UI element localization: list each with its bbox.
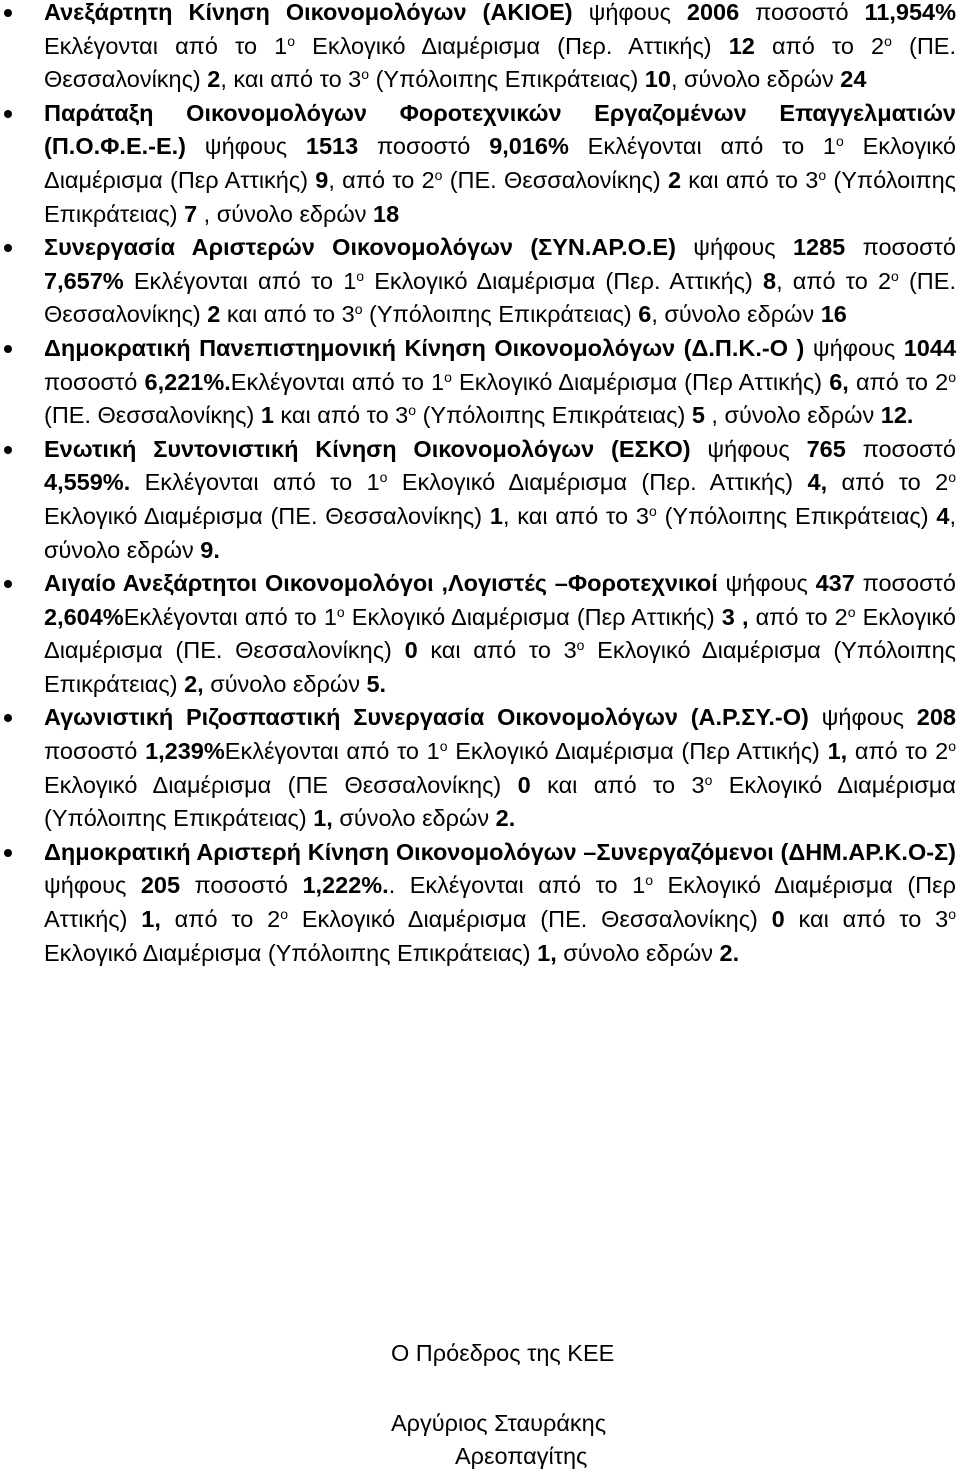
- seats-total: 18: [373, 200, 400, 227]
- seats-rest: 4: [936, 502, 950, 529]
- faction-name: Αγωνιστική Ριζοσπαστική Συνεργασία Οικονομολόγων (Α.Ρ.ΣΥ.-Ο): [44, 704, 809, 731]
- seats-total: 2.: [719, 939, 740, 966]
- seats-rest: 10: [644, 66, 671, 93]
- bullet-icon: [4, 244, 12, 252]
- faction-name: Παράταξη Οικονομολόγων Φοροτεχνικών Εργαζομένων Επαγγελματιών (Π.Ο.Φ.Ε.-Ε.): [44, 99, 956, 160]
- seats-rest: 5: [691, 402, 705, 429]
- bullet-icon: [4, 345, 12, 353]
- seats-attica: 3 ,: [721, 603, 749, 630]
- signatory-role: Αρεοπαγίτης: [455, 1443, 588, 1469]
- seats-total: 2.: [495, 805, 516, 832]
- bullet-icon: [4, 446, 12, 454]
- votes-count: 208: [916, 704, 956, 731]
- seats-total: 24: [840, 66, 867, 93]
- vote-percentage: 4,559%.: [44, 469, 131, 496]
- seats-attica: 12: [728, 32, 755, 59]
- signatory-title: Ο Πρόεδρος της ΚΕΕ: [391, 1340, 615, 1366]
- vote-percentage: 6,221%.: [144, 368, 231, 395]
- votes-count: 437: [815, 570, 855, 597]
- list-item: Δημοκρατική Πανεπιστημονική Κίνηση Οικονομολόγων (Δ.Π.Κ.-Ο ) ψήφους 1044 ποσοστό 6,221%.Εκλέγονται από το $1^o$ Εκλογικό Διαμέρισμα (Περ Αττικής) 6, από το $2^o$ (ΠΕ. Θεσσαλονίκης) 1 και από το $3^o$ (Υπόλοιπης Επικράτειας) 5 , σύνολο εδρών 12.: [0, 332, 960, 433]
- seats-attica: 4,: [807, 469, 828, 496]
- faction-name: Ανεξάρτητη Κίνηση Οικονομολόγων (ΑΚΙΟΕ): [44, 0, 573, 25]
- seats-attica: 1,: [141, 906, 161, 933]
- vote-percentage: 9,016%: [489, 133, 569, 160]
- seats-thessaloniki: 0: [404, 637, 418, 664]
- seats-attica: 1,: [827, 738, 848, 765]
- seats-rest: 7: [184, 200, 198, 227]
- vote-percentage: 1,239%: [145, 738, 225, 765]
- list-item: Δημοκρατική Αριστερή Κίνηση Οικονομολόγων –Συνεργαζόμενοι (ΔΗΜ.ΑΡ.Κ.Ο-Σ) ψήφους 205 ποσοστό 1,222%.. Εκλέγονται από το $1^o$ Εκλογικό Διαμέρισμα (Περ Αττικής) 1, από το $2^o$ Εκλογικό Διαμέρισμα (ΠΕ. Θεσσαλονίκης) 0 και από το $3^o$ Εκλογικό Διαμέρισμα (Υπόλοιπης Επικράτειας) 1, σύνολο εδρών 2.: [0, 836, 960, 970]
- seats-attica: 9: [315, 166, 329, 193]
- seats-total: 16: [820, 301, 847, 328]
- seats-thessaloniki: 2: [207, 66, 221, 93]
- vote-percentage: 7,657%: [44, 267, 124, 294]
- votes-count: 2006: [686, 0, 740, 25]
- list-item: Αγωνιστική Ριζοσπαστική Συνεργασία Οικονομολόγων (Α.Ρ.ΣΥ.-Ο) ψήφους 208 ποσοστό 1,239%Εκλέγονται από το $1^o$ Εκλογικό Διαμέρισμα (Περ Αττικής) 1, από το $2^o$ Εκλογικό Διαμέρισμα (ΠΕ Θεσσαλονίκης) 0 και από το $3^o$ Εκλογικό Διαμέρισμα (Υπόλοιπης Επικράτειας) 1, σύνολο εδρών 2.: [0, 701, 960, 835]
- bullet-icon: [4, 110, 12, 118]
- signatory-name: Αργύριος Σταυράκης: [391, 1410, 607, 1436]
- bullet-icon: [4, 9, 12, 17]
- list-item: Ανεξάρτητη Κίνηση Οικονομολόγων (ΑΚΙΟΕ) ψήφους 2006 ποσοστό 11,954% Εκλέγονται από το $1^o$ Εκλογικό Διαμέρισμα (Περ. Αττικής) 12 από το $2^o$ (ΠΕ. Θεσσαλονίκης) 2, και από το $3^o$ (Υπόλοιπης Επικράτειας) 10, σύνολο εδρών 24: [0, 0, 960, 97]
- seats-thessaloniki: 2: [207, 301, 221, 328]
- votes-count: 1285: [792, 234, 846, 261]
- faction-name: Αιγαίο Ανεξάρτητοι Οικονομολόγοι ,Λογιστές –Φοροτεχνικοί: [44, 570, 718, 597]
- seats-total: 5.: [366, 670, 387, 697]
- votes-count: 1513: [305, 133, 359, 160]
- list-item: Συνεργασία Αριστερών Οικονομολόγων (ΣΥΝ.ΑΡ.Ο.Ε) ψήφους 1285 ποσοστό 7,657% Εκλέγονται από το $1^o$ Εκλογικό Διαμέρισμα (Περ. Αττικής) 8, από το $2^o$ (ΠΕ. Θεσσαλονίκης) 2 και από το $3^o$ (Υπόλοιπης Επικράτειας) 6, σύνολο εδρών 16: [0, 231, 960, 332]
- seats-attica: 8: [762, 267, 777, 294]
- vote-percentage: 2,604%: [44, 603, 124, 630]
- faction-name: Δημοκρατική Πανεπιστημονική Κίνηση Οικονομολόγων (Δ.Π.Κ.-Ο ): [44, 334, 805, 361]
- list-item: Ενωτική Συντονιστική Κίνηση Οικονομολόγων (ΕΣΚΟ) ψήφους 765 ποσοστό 4,559%. Εκλέγονται από το $1^o$ Εκλογικό Διαμέρισμα (Περ. Αττικής) 4, από το $2^o$ Εκλογικό Διαμέρισμα (ΠΕ. Θεσσαλονίκης) 1, και από το $3^o$ (Υπόλοιπης Επικράτειας) 4, σύνολο εδρών 9.: [0, 433, 960, 567]
- seats-thessaloniki: 1: [489, 502, 503, 529]
- bullet-icon: [4, 580, 12, 588]
- seats-thessaloniki: 0: [517, 771, 531, 798]
- signature-block: [391, 1337, 614, 1473]
- faction-name: Δημοκρατική Αριστερή Κίνηση Οικονομολόγων –Συνεργαζόμενοι (ΔΗΜ.ΑΡ.Κ.Ο-Σ): [44, 838, 956, 865]
- seats-rest: 1,: [537, 939, 557, 966]
- faction-name: Συνεργασία Αριστερών Οικονομολόγων (ΣΥΝ.ΑΡ.Ο.Ε): [44, 234, 676, 261]
- faction-name: Ενωτική Συντονιστική Κίνηση Οικονομολόγων (ΕΣΚΟ): [44, 435, 691, 462]
- seats-total: 12.: [880, 402, 914, 429]
- seats-total: 9.: [200, 536, 220, 563]
- votes-count: 205: [140, 872, 181, 899]
- list-item: Αιγαίο Ανεξάρτητοι Οικονομολόγοι ,Λογιστές –Φοροτεχνικοί ψήφους 437 ποσοστό 2,604%Εκλέγονται από το $1^o$ Εκλογικό Διαμέρισμα (Περ Αττικής) 3 , από το $2^o$ Εκλογικό Διαμέρισμα (ΠΕ. Θεσσαλονίκης) 0 και από το $3^o$ Εκλογικό Διαμέρισμα (Υπόλοιπης Επικράτειας) 2, σύνολο εδρών 5.: [0, 567, 960, 701]
- seats-thessaloniki: 1: [260, 402, 274, 429]
- list-item: Παράταξη Οικονομολόγων Φοροτεχνικών Εργαζομένων Επαγγελματιών (Π.Ο.Φ.Ε.-Ε.) ψήφους 1513 ποσοστό 9,016% Εκλέγονται από το $1^o$ Εκλογικό Διαμέρισμα (Περ Αττικής) 9, από το $2^o$ (ΠΕ. Θεσσαλονίκης) 2 και από το $3^o$ (Υπόλοιπης Επικράτειας) 7 , σύνολο εδρών 18: [0, 97, 960, 231]
- seats-attica: 6,: [829, 368, 849, 395]
- vote-percentage: 11,954%: [864, 0, 956, 25]
- seats-rest: 2,: [184, 670, 204, 697]
- seats-rest: 6: [638, 301, 652, 328]
- seats-rest: 1,: [313, 805, 333, 832]
- bullet-icon: [4, 714, 12, 722]
- seats-thessaloniki: 2: [667, 166, 682, 193]
- bullet-icon: [4, 849, 12, 857]
- votes-count: 765: [806, 435, 846, 462]
- vote-percentage: 1,222%.: [302, 872, 389, 899]
- votes-count: 1044: [903, 334, 957, 361]
- seats-thessaloniki: 0: [771, 906, 785, 933]
